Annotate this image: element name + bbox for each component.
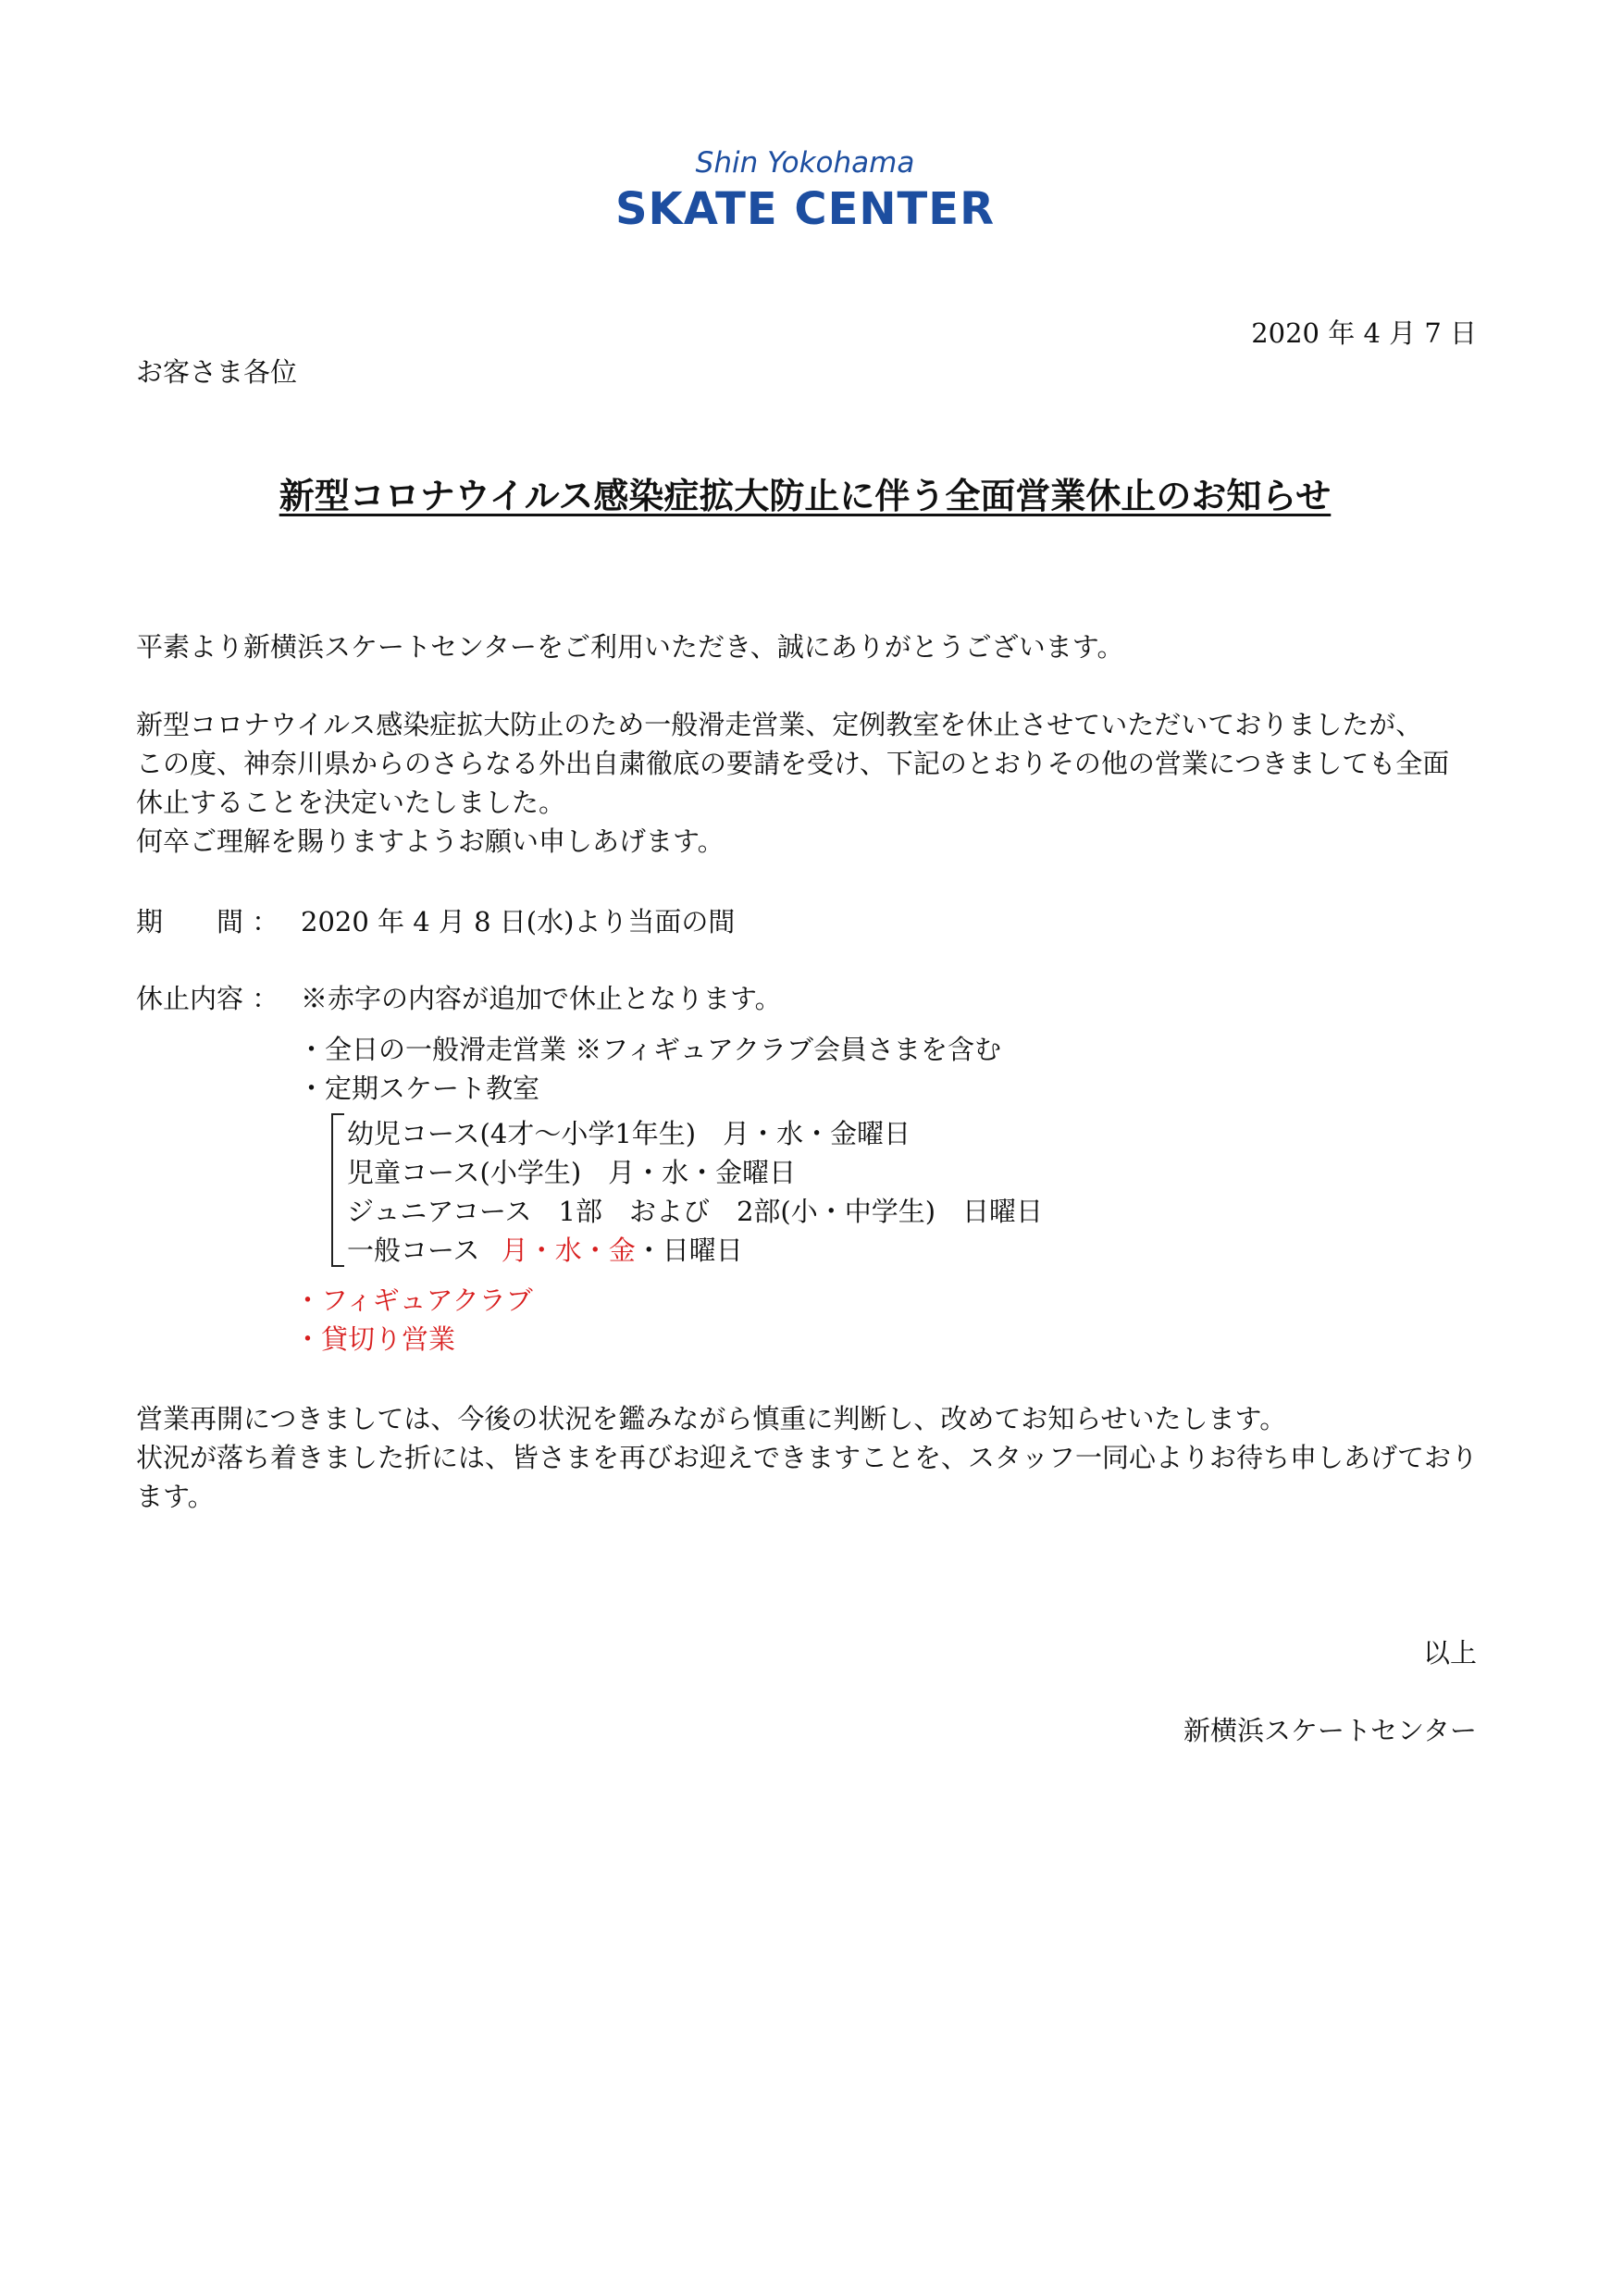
closing-paragraph	[136, 1399, 1478, 1516]
list-item: ・全日の一般滑走営業 ※フィギュアクラブ会員さまを含む	[298, 1034, 1002, 1065]
body-line: この度、神奈川県からのさらなる外出自粛徹底の要請を受け、下記のとおりその他の営業につきましても全面	[136, 748, 1450, 779]
suspension-items	[298, 1030, 1001, 1108]
document-date: 2020 年 4 月 7 日	[1251, 317, 1477, 349]
period-value: 2020 年 4 月 8 日(水)より当面の間	[301, 906, 736, 937]
addressee: お客さま各位	[136, 356, 298, 388]
end-mark: 以上	[1422, 1637, 1477, 1669]
suspension-note: ※赤字の内容が追加で休止となります。	[301, 983, 782, 1014]
body-line: 休止することを決定いたしました。	[136, 787, 566, 818]
period-label: 期 間 ：	[136, 906, 279, 937]
general-course-prefix: 一般コース	[347, 1235, 480, 1266]
logo-title: SKATE CENTER	[614, 183, 996, 235]
general-course-suffix: ・日曜日	[635, 1235, 743, 1266]
greeting: 平素より新横浜スケートセンターをご利用いただき、誠にありがとうございます。	[136, 631, 1124, 663]
list-item-red: ・貸切り営業	[294, 1323, 456, 1355]
logo-subtitle: Shin Yokohama	[695, 146, 915, 180]
sender: 新横浜スケートセンター	[1183, 1715, 1477, 1746]
course-item: ジュニアコース 1部 および 2部(小・中学生) 日曜日	[347, 1196, 1044, 1227]
list-item-red: ・フィギュアクラブ	[294, 1285, 533, 1316]
closing-line: ます。	[136, 1481, 215, 1512]
course-item: 児童コース(小学生) 月・水・金曜日	[347, 1157, 797, 1188]
course-item-general	[347, 1231, 1043, 1270]
course-list	[347, 1114, 1043, 1270]
body-line: 新型コロナウイルス感染症拡大防止のため一般滑走営業、定例教室を休止させていただいておりましたが、	[136, 709, 1423, 740]
list-item: ・定期スケート教室	[298, 1073, 540, 1104]
additional-items	[294, 1281, 533, 1359]
body-paragraph	[136, 705, 1449, 861]
period-row	[136, 902, 735, 941]
course-bracket	[331, 1113, 344, 1267]
suspension-label: 休止内容 ：	[136, 983, 279, 1014]
body-line: 何卒ご理解を賜りますようお願い申しあげます。	[136, 825, 725, 857]
closing-line: 営業再開につきましては、今後の状況を鑑みながら慎重に判断し、改めてお知らせいたします。	[136, 1403, 1287, 1434]
course-item: 幼児コース(4才～小学1年生) 月・水・金曜日	[347, 1118, 911, 1149]
document-title: 新型コロナウイルス感染症拡大防止に伴う全面営業休止のお知らせ	[279, 475, 1332, 516]
closing-line: 状況が落ち着きました折には、皆さまを再びお迎えできますことを、スタッフ一同心よりお待ち申しあげており	[136, 1442, 1479, 1473]
suspension-row	[136, 979, 782, 1018]
general-course-red-days: 月・水・金	[501, 1235, 636, 1266]
